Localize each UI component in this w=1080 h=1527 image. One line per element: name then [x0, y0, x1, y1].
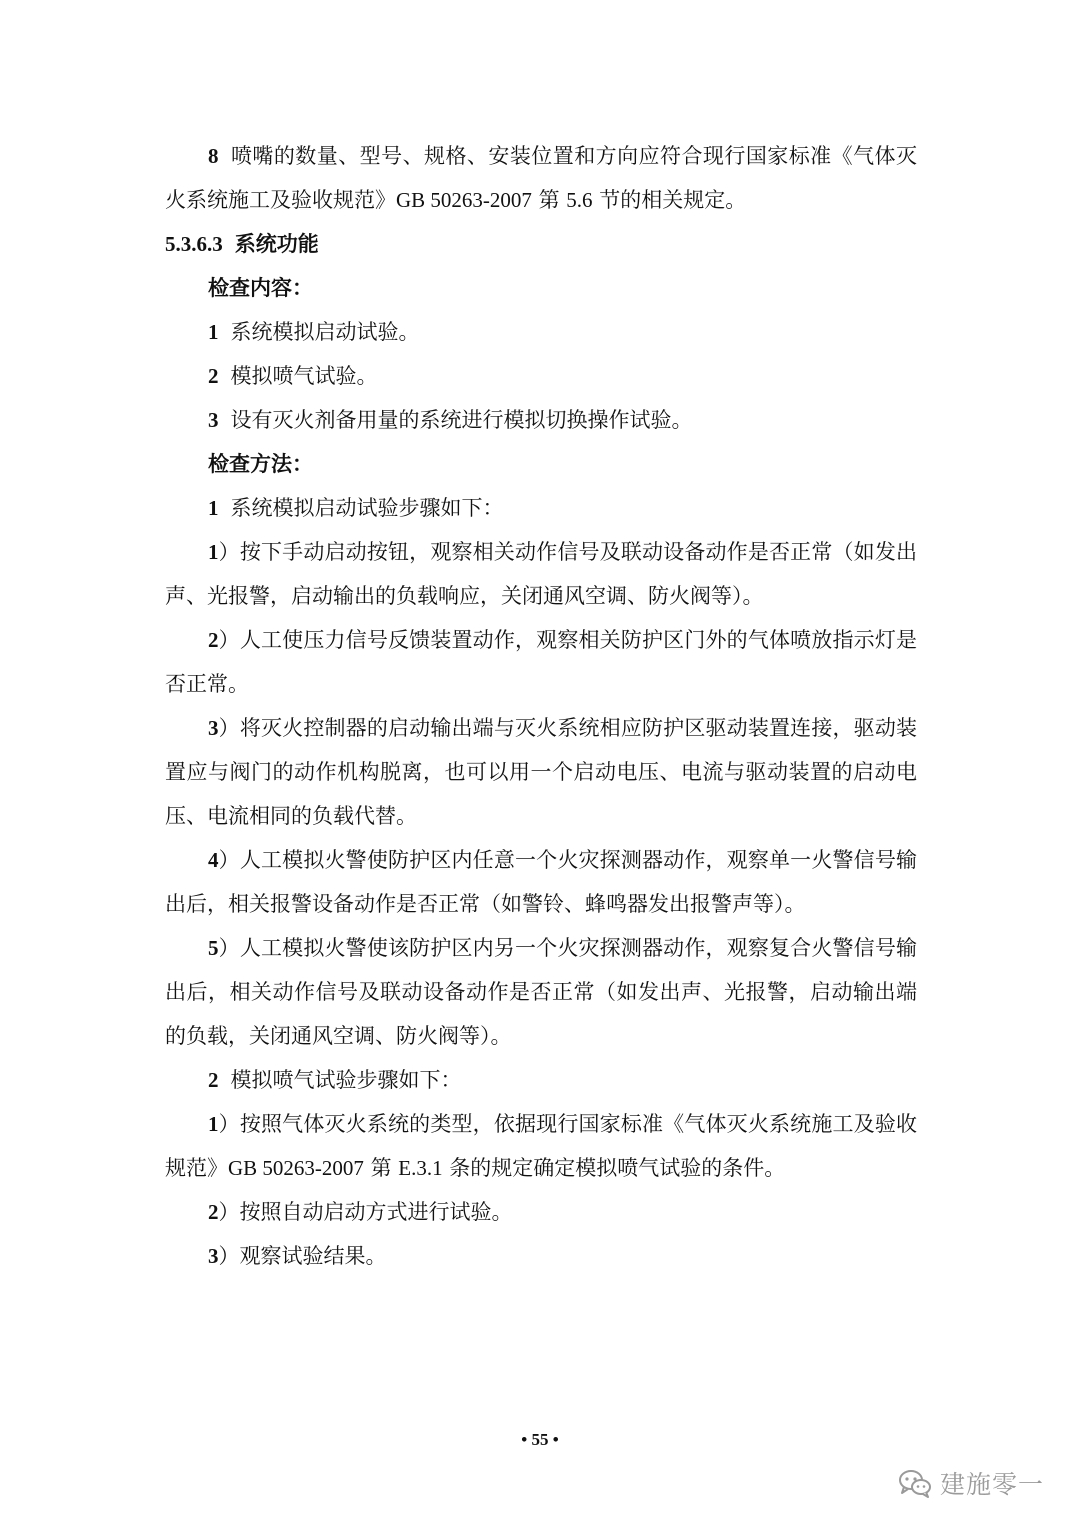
- page-content: [165, 134, 917, 1278]
- substep-number: 1: [208, 540, 219, 564]
- check-method-label: 检查方法：: [208, 451, 313, 476]
- substep-number: 3: [208, 716, 219, 740]
- check-content-label: 检查内容：: [208, 275, 313, 300]
- check-content-item-3: [165, 398, 917, 442]
- clause-ref: E.3.1: [398, 1156, 443, 1180]
- method-step-2-sub-1: 1）按照气体灭火系统的类型，依据现行国家标准《气体灭火系统施工及验收规范》GB 50263-2007 第 E.3.1 条的规定确定模拟喷气试验的条件。: [165, 1112, 918, 1180]
- method-step-2-sub-2: 2）按照自动启动方式进行试验。: [208, 1200, 513, 1224]
- item-number: 1: [208, 320, 219, 344]
- item-text: 第: [531, 188, 567, 212]
- method-step-2-sub-3: 3）观察试验结果。: [208, 1244, 387, 1268]
- standard-code: GB 50263-2007: [228, 1156, 364, 1180]
- item-8-paragraph: [165, 134, 917, 222]
- watermark: [898, 1466, 1044, 1500]
- item-number: 8: [208, 144, 219, 168]
- page-number: • 55 •: [521, 1430, 559, 1449]
- substep-number: 1: [208, 1112, 219, 1136]
- substep-text: 第: [363, 1156, 399, 1180]
- step-number: 1: [208, 496, 219, 520]
- substep-text: 按下手动启动按钮，观察相关动作信号及联动设备动作是否正常（如发出声、光报警，启动输出的负载响应，关闭通风空调、防火阀等）。: [165, 540, 918, 608]
- method-step-2: [165, 1058, 917, 1102]
- substep-text: 人工模拟火警使防护区内任意一个火灾探测器动作，观察单一火警信号输出后，相关报警设备动作是否正常（如警铃、蜂鸣器发出报警声等）。: [165, 848, 918, 916]
- substep-number: 4: [208, 848, 219, 872]
- wechat-icon: [898, 1468, 932, 1498]
- method-step-1-sub-5: 5）人工模拟火警使该防护区内另一个火灾探测器动作，观察复合火警信号输出后，相关动作信号及联动设备动作是否正常（如发出声、光报警，启动输出端的负载，关闭通风空调、防火阀等）。: [165, 936, 918, 1048]
- item-text: 喷嘴的数量、型号、规格、安装位置和方向应符合现行国家标准《气体灭火系统施工及验收规范》: [165, 144, 917, 212]
- watermark-text: 建施零一: [940, 1470, 1045, 1499]
- substep-text: 人工模拟火警使该防护区内另一个火灾探测器动作，观察复合火警信号输出后，相关动作信号及联动设备动作是否正常（如发出声、光报警，启动输出端的负载，关闭通风空调、防火阀等）。: [165, 936, 918, 1048]
- substep-text: 按照自动启动方式进行试验。: [239, 1200, 513, 1224]
- step-text: 模拟喷气试验步骤如下：: [230, 1068, 462, 1092]
- item-text: 系统模拟启动试验。: [230, 320, 420, 344]
- substep-number: 2: [208, 1200, 219, 1224]
- substep-text: 条的规定确定模拟喷气试验的条件。: [442, 1156, 786, 1180]
- step-number: 2: [208, 1068, 219, 1092]
- method-step-1: [165, 486, 917, 530]
- check-content-item-1: [165, 310, 917, 354]
- section-number: 5.3.6.3: [165, 232, 223, 256]
- method-step-1-sub-1: 1）按下手动启动按钮，观察相关动作信号及联动设备动作是否正常（如发出声、光报警，启动输出的负载响应，关闭通风空调、防火阀等）。: [165, 540, 918, 608]
- check-content-item-2: [165, 354, 917, 398]
- substep-text: 观察试验结果。: [239, 1244, 387, 1268]
- section-title: 系统功能: [234, 231, 319, 256]
- section-heading: [165, 222, 917, 266]
- item-number: 2: [208, 364, 219, 388]
- item-number: 3: [208, 408, 219, 432]
- substep-number: 2: [208, 628, 219, 652]
- substep-number: 5: [208, 936, 219, 960]
- substep-text: 将灭火控制器的启动输出端与灭火系统相应防护区驱动装置连接，驱动装置应与阀门的动作机构脱离，也可以用一个启动电压、电流与驱动装置的启动电压、电流相同的负载代替。: [165, 716, 918, 828]
- item-text: 设有灭火剂备用量的系统进行模拟切换操作试验。: [230, 408, 693, 432]
- method-step-1-sub-2: 2）人工使压力信号反馈装置动作，观察相关防护区门外的气体喷放指示灯是否正常。: [165, 628, 918, 696]
- step-text: 系统模拟启动试验步骤如下：: [230, 496, 504, 520]
- substep-text: 按照气体灭火系统的类型，依据现行国家标准《气体灭火系统施工及验收规范》: [165, 1112, 918, 1180]
- method-step-1-sub-3: 3）将灭火控制器的启动输出端与灭火系统相应防护区驱动装置连接，驱动装置应与阀门的动作机构脱离，也可以用一个启动电压、电流与驱动装置的启动电压、电流相同的负载代替。: [165, 716, 918, 828]
- method-step-1-sub-4: 4）人工模拟火警使防护区内任意一个火灾探测器动作，观察单一火警信号输出后，相关报警设备动作是否正常（如警铃、蜂鸣器发出报警声等）。: [165, 848, 918, 916]
- item-text: 节的相关规定。: [592, 188, 747, 212]
- section-ref: 5.6: [566, 188, 593, 212]
- substep-text: 人工使压力信号反馈装置动作，观察相关防护区门外的气体喷放指示灯是否正常。: [165, 628, 918, 696]
- standard-code: GB 50263-2007: [396, 188, 532, 212]
- substep-number: 3: [208, 1244, 219, 1268]
- item-text: 模拟喷气试验。: [230, 364, 378, 388]
